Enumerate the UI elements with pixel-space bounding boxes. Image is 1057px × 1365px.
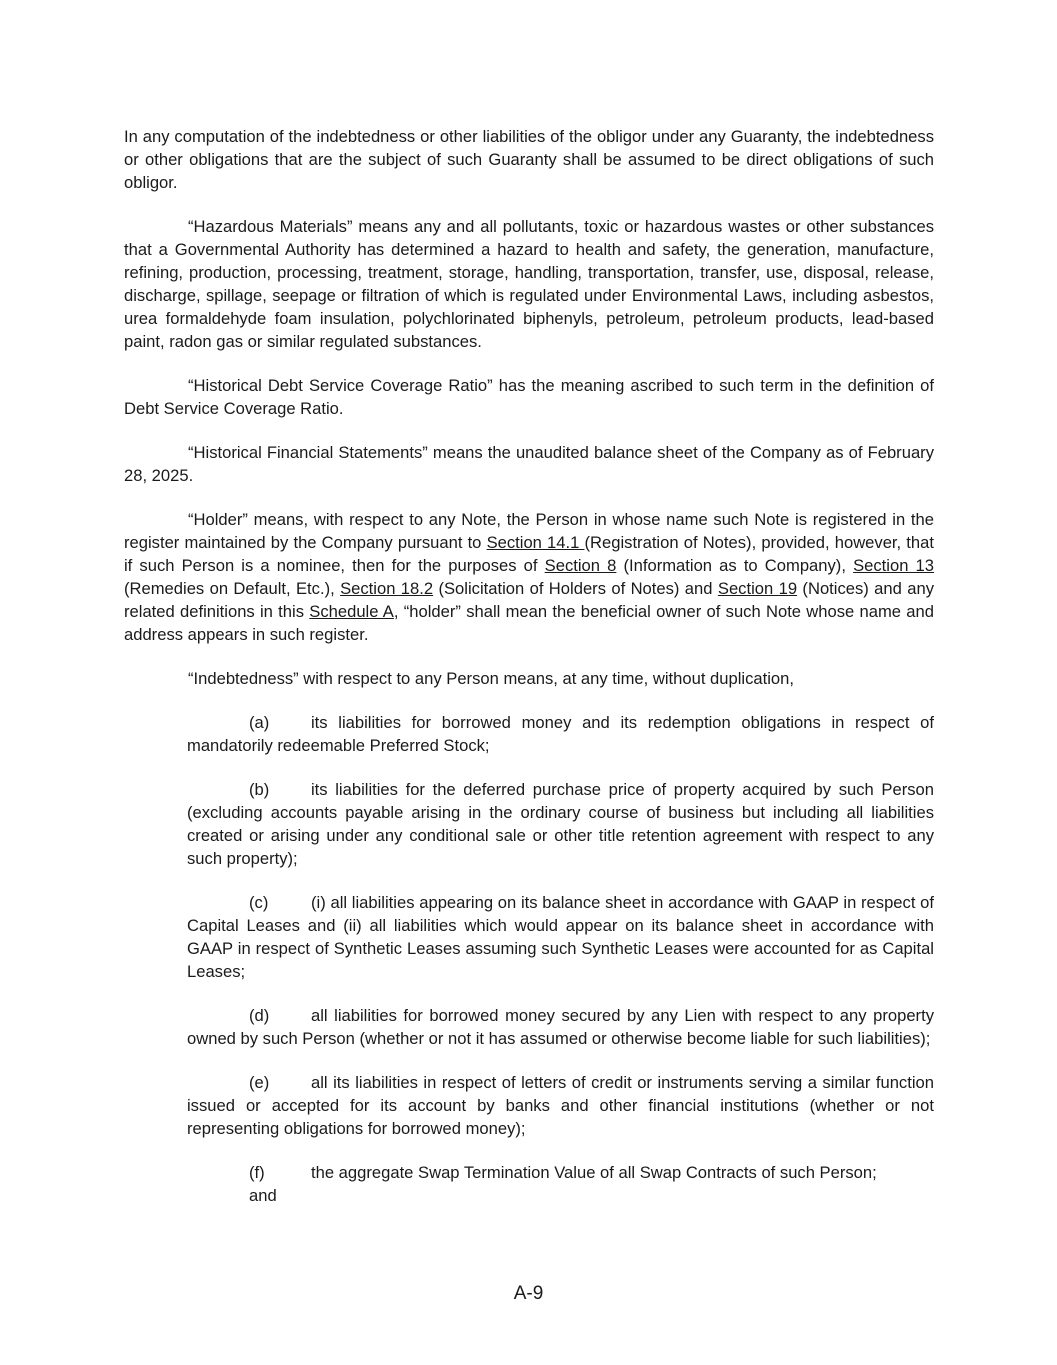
item-text: all liabilities for borrowed money secured by any Lien with respect to any property owned by such Person (whether or not it has assumed or otherwise become liable for such liabilities);: [187, 1006, 934, 1048]
indebtedness-item-c: [187, 891, 934, 983]
item-label: (d): [249, 1006, 270, 1025]
item-label: (a): [249, 713, 270, 732]
item-label: (f): [249, 1163, 265, 1182]
defined-term: “Historical Financial Statements”: [188, 443, 428, 462]
item-text: (i) all liabilities appearing on its balance sheet in accordance with GAAP in respect of Capital Leases and (ii) all liabilities which would appear on its balance sheet in accordance with GAAP in respect of Synthetic Leases assuming such Synthetic Leases were accounted for as Capital Leases;: [187, 893, 934, 981]
item-tail: and: [249, 1186, 277, 1205]
definition-text: , “holder” shall mean the beneficial owner of such Note whose name and address appears in such register.: [124, 602, 934, 644]
definition-text: means the unaudited balance sheet of the Company as of February 28, 2025.: [124, 443, 934, 485]
definition-text: has the meaning ascribed to such term in the definition of Debt Service Coverage Ratio.: [124, 376, 934, 418]
item-label: (e): [249, 1073, 270, 1092]
definition-hazardous-materials: [124, 215, 934, 353]
schedule-a-reference: Schedule A: [309, 602, 394, 621]
indebtedness-item-e: [187, 1071, 934, 1140]
indebtedness-item-a: [187, 711, 934, 757]
definition-text: (Information as to Company),: [616, 556, 854, 575]
definition-text: (Notices) and any related definitions in this: [124, 579, 934, 621]
section-14-1-reference: Section 14.1: [486, 533, 585, 552]
defined-term: “Hazardous Materials”: [188, 217, 353, 236]
definition-indebtedness: “Indebtedness” with respect to any Person means, at any time, without duplication,: [188, 669, 794, 688]
indebtedness-item-f: [187, 1161, 934, 1207]
definition-text: means any and all pollutants, toxic or hazardous wastes or other substances that a Governmental Authority has determined a hazard to health and safety, the generation, manufacture, refining, production, processing, treatment, storage, handling, transportation, transfer, use, disposal, release, discharge, spillage, seepage or filtration of which is regulated under Environmental Laws, including asbestos, urea formaldehyde foam insulation, polychlorinated biphenyls, petroleum, petroleum products, lead-based paint, radon gas or similar regulated substances.: [124, 217, 935, 351]
definition-holder: [124, 508, 934, 646]
guaranty-computation-paragraph: In any computation of the indebtedness or other liabilities of the obligor under any Guaranty, the indebtedness or other obligations that are the subject of such Guaranty shall be assumed to be direct obligations of such obligor.: [124, 127, 934, 192]
document-body: [124, 125, 934, 1228]
defined-term: “Holder”: [188, 510, 248, 529]
definition-historical-financial-statements: [124, 441, 934, 487]
definition-text: (Remedies on Default, Etc.),: [124, 579, 341, 598]
section-18-2-reference: Section 18.2: [340, 579, 434, 598]
indebtedness-item-d: [187, 1004, 934, 1050]
definition-historical-dscr: [124, 374, 934, 420]
section-8-reference: Section 8: [544, 556, 617, 575]
definition-text: (Solicitation of Holders of Notes) and: [433, 579, 718, 598]
item-text: its liabilities for borrowed money and its redemption obligations in respect of mandatorily redeemable Preferred Stock;: [187, 713, 934, 755]
item-text: all its liabilities in respect of letters of credit or instruments serving a similar function issued or accepted for its account by banks and other financial institutions (whether or not representing obligations for borrowed money);: [187, 1073, 934, 1138]
indebtedness-item-b: [187, 778, 934, 870]
section-13-reference: Section 13: [853, 556, 935, 575]
page-number: A-9: [513, 1283, 544, 1304]
definition-text: (Registration of Notes), provided, however, that if such Person is a nominee, then for the purposes of: [124, 533, 934, 575]
item-label: (c): [249, 893, 269, 912]
section-19-reference: Section 19: [717, 579, 798, 598]
defined-term: “Historical Debt Service Coverage Ratio”: [188, 376, 493, 395]
item-label: (b): [249, 780, 270, 799]
item-text: its liabilities for the deferred purchase price of property acquired by such Person (excluding accounts payable arising in the ordinary course of business but including all liabilities created or arising under any conditional sale or other title retention agreement with respect to any such property);: [187, 780, 934, 868]
definition-text: means, with respect to any Note, the Person in whose name such Note is registered in the register maintained by the Company pursuant to: [124, 510, 934, 552]
item-text: the aggregate Swap Termination Value of all Swap Contracts of such Person;: [311, 1163, 877, 1182]
